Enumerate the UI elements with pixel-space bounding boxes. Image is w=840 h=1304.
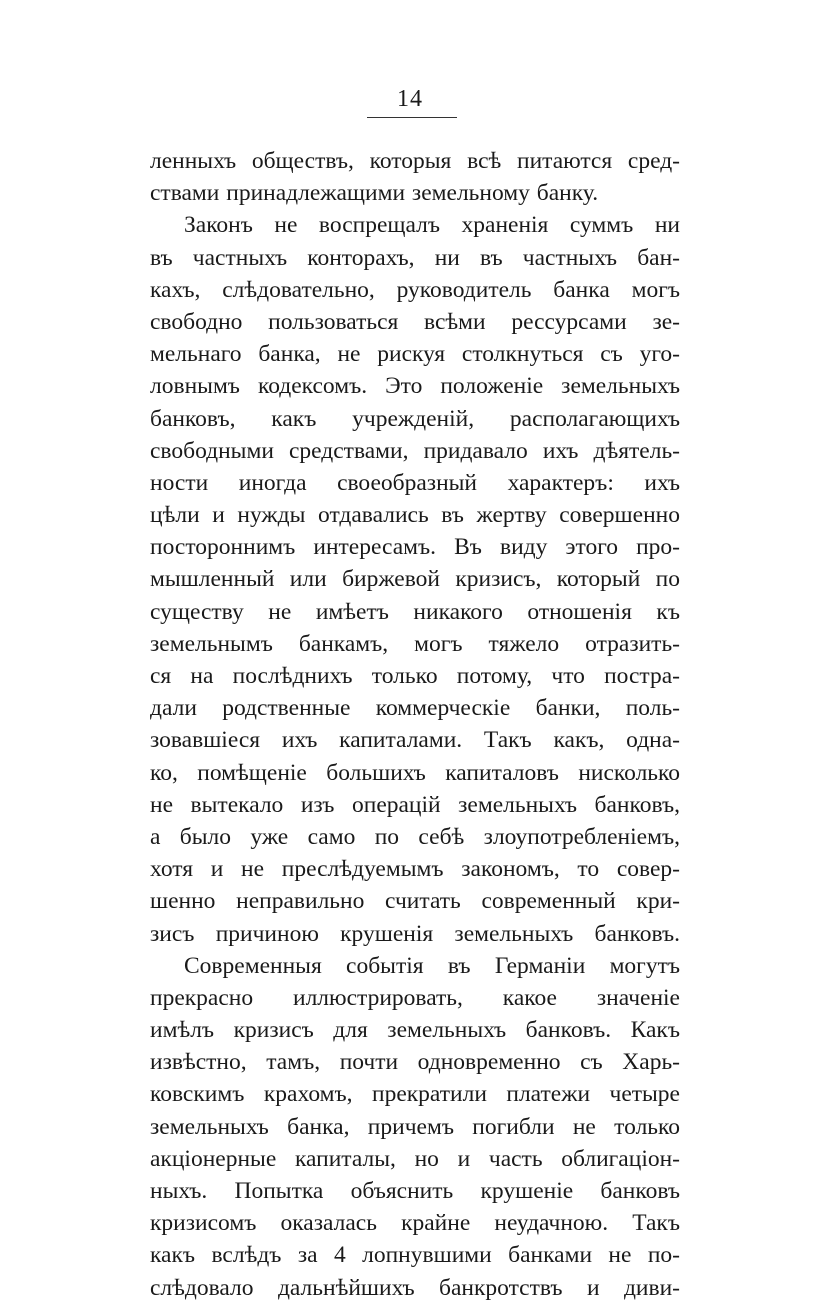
text-line: ныхъ. Попытка объяснить крушеніе банковъ xyxy=(150,1178,680,1204)
text-line: банковъ, какъ учрежденій, располагающихъ xyxy=(150,405,680,432)
text-line: акціонерные капиталы, но и часть облигаціон- xyxy=(150,1145,680,1172)
text-line: ко, помѣщеніе большихъ капиталовъ нисколько xyxy=(150,759,680,786)
text-line: постороннимъ интересамъ. Въ виду этого про- xyxy=(150,534,680,561)
page-number: 14 xyxy=(397,86,423,112)
text-line: какъ вслѣдъ за 4 лопнувшими банками не по- xyxy=(150,1242,680,1269)
text-line: дали родственные коммерческіе банки, поль- xyxy=(150,695,680,722)
text-line: ковскимъ крахомъ, прекратили платежи четыре xyxy=(150,1081,680,1108)
body-text xyxy=(150,145,680,1304)
text-line: извѣстно, тамъ, почти одновременно съ Харь- xyxy=(150,1049,680,1076)
page-number-rule xyxy=(367,117,457,118)
text-line: хотя и не преслѣдуемымъ закономъ, то совер- xyxy=(150,856,680,883)
text-line: мельнаго банка, не рискуя столкнуться съ уго- xyxy=(150,341,680,368)
text-line: ствами принадлежащими земельному банку. xyxy=(150,180,599,207)
text-line: ности иногда своеобразный характеръ: ихъ xyxy=(150,469,680,496)
text-line: зовавшіеся ихъ капиталами. Такъ какъ, одна- xyxy=(150,727,680,754)
text-line: мышленный или биржевой кризисъ, который по xyxy=(150,566,680,593)
text-line: свободно пользоваться всѣми рессурсами зе- xyxy=(150,308,680,335)
text-line: шенно неправильно считать современный кри- xyxy=(150,888,680,915)
text-line: земельныхъ банка, причемъ погибли не только xyxy=(150,1113,680,1140)
text-line: свободными средствами, придавало ихъ дѣятель- xyxy=(150,437,680,464)
text-line: цѣли и нужды отдавались въ жертву совершенно xyxy=(150,502,680,529)
text-line: ловнымъ кодексомъ. Это положеніе земельныхъ xyxy=(150,373,680,400)
text-line: кахъ, слѣдовательно, руководитель банка могъ xyxy=(150,276,680,303)
text-line: а было уже само по себѣ злоупотребленіемъ, xyxy=(150,823,680,850)
text-line: кризисомъ оказалась крайне неудачною. Такъ xyxy=(150,1210,680,1237)
text-line: имѣлъ кризисъ для земельныхъ банковъ. Какъ xyxy=(150,1017,680,1044)
text-line: прекрасно иллюстрировать, какое значеніе xyxy=(150,984,680,1011)
text-line: зисъ причиною крушенія земельныхъ банковъ. xyxy=(150,920,680,947)
text-line: земельнымъ банкамъ, могъ тяжело отразить- xyxy=(150,630,680,657)
text-line: не вытекало изъ операцій земельныхъ банковъ, xyxy=(150,791,680,818)
text-line: слѣдовало дальнѣйшихъ банкротствъ и диви- xyxy=(150,1274,680,1301)
text-line: ся на послѣднихъ только потому, что постра- xyxy=(150,663,680,689)
text-line: существу не имѣетъ никакого отношенія къ xyxy=(150,598,680,625)
paragraph-first-line: Современныя событія въ Германіи могутъ xyxy=(184,952,680,979)
text-line: въ частныхъ конторахъ, ни въ частныхъ бан- xyxy=(150,244,680,271)
text-line: ленныхъ обществъ, которыя всѣ питаются сред- xyxy=(150,148,680,174)
paragraph-first-line: Законъ не воспрещалъ храненія суммъ ни xyxy=(184,212,680,239)
